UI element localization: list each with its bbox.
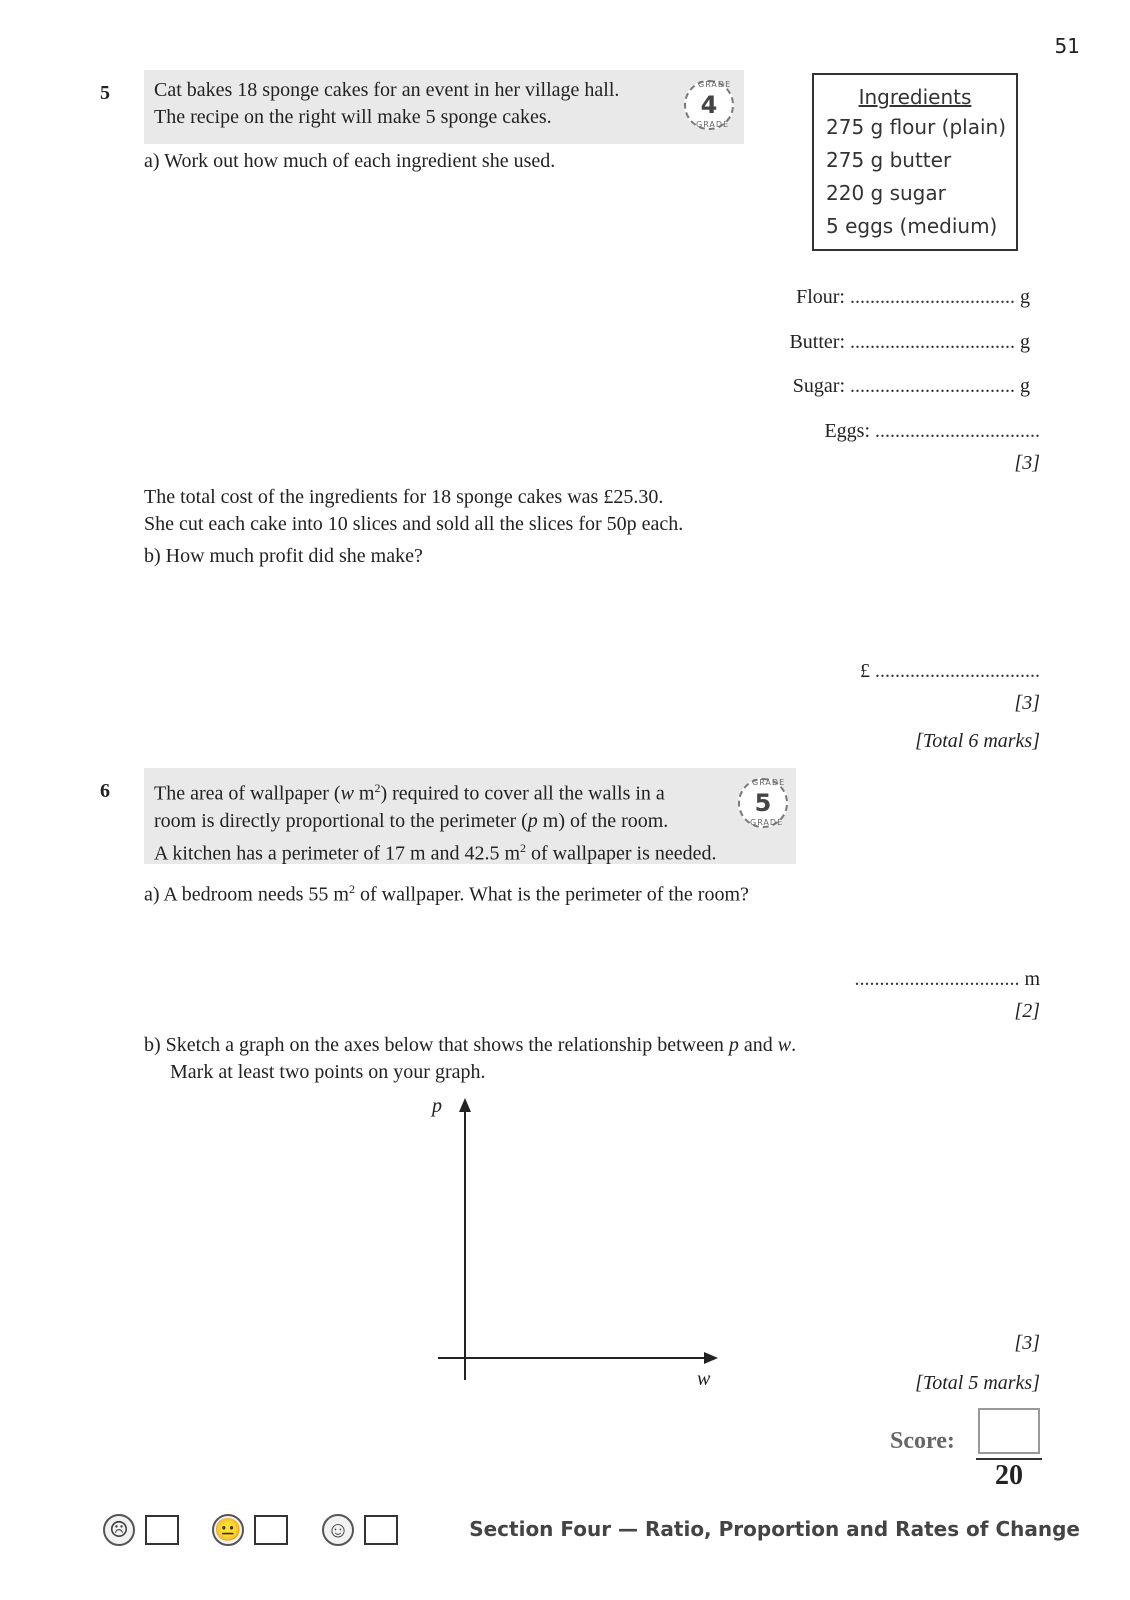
sad-face-icon: ☹ (103, 1514, 135, 1546)
ingredient-item: 220 g sugar (826, 181, 946, 205)
answer-dots: ................................. (850, 331, 1015, 353)
sugar-answer-line (700, 373, 1030, 400)
answer-dots: ................................. (850, 375, 1015, 397)
axis-label-w: w (697, 1368, 711, 1390)
q5-part-b: b) How much profit did she make? (144, 545, 423, 567)
ingredient-item: 275 g butter (826, 148, 952, 172)
grade-number: 4 (700, 91, 718, 119)
q6-part-b-line2: Mark at least two points on your graph. (170, 1061, 486, 1083)
unit-g: g (1020, 286, 1030, 308)
eggs-answer-line (700, 418, 1040, 445)
p-axis-arrow (459, 1098, 471, 1112)
answer-dots: ................................. (875, 420, 1040, 442)
w-axis-arrow (704, 1352, 718, 1364)
q5b-marks: [3] (1014, 692, 1040, 714)
sugar-label: Sugar: (792, 375, 845, 397)
axis-label-p: p (432, 1095, 442, 1117)
grade-number: 5 (754, 789, 772, 817)
q5-total-marks: [Total 6 marks] (915, 730, 1040, 752)
q6-total-marks: [Total 5 marks] (915, 1372, 1040, 1394)
q6-intro-line2: room is directly proportional to the perimeter (p m) of the room. (154, 809, 669, 832)
q5b-text-line2: She cut each cake into 10 slices and sold all the slices for 50p each. (144, 513, 684, 535)
grade-5-badge: GRADE 5 GRADE (738, 778, 788, 828)
q6-intro-box (144, 768, 796, 864)
q5-intro-line2: The recipe on the right will make 5 sponge cakes. (154, 106, 552, 128)
happy-face-icon: ☺ (322, 1514, 354, 1546)
unit-g: g (1020, 331, 1030, 353)
ingredient-item: 5 eggs (medium) (826, 214, 998, 238)
axes-graph (420, 1090, 740, 1400)
question-number-5: 5 (100, 82, 110, 104)
score-label: Score: (890, 1428, 955, 1454)
sad-checkbox[interactable] (145, 1515, 179, 1545)
neutral-face-icon: 😐 (212, 1514, 244, 1546)
score-box[interactable] (978, 1408, 1040, 1454)
q5-intro-box (144, 70, 744, 144)
eggs-label: Eggs: (824, 420, 870, 442)
answer-dots: ................................. (854, 968, 1020, 990)
butter-answer-line (700, 329, 1030, 356)
perimeter-answer-line (780, 966, 1040, 993)
q6-part-b: b) Sketch a graph on the axes below that shows the relationship between p and w. (144, 1034, 797, 1056)
answer-dots: ................................. (850, 286, 1015, 308)
q5-part-a: a) Work out how much of each ingredient she used. (144, 150, 556, 172)
grade-4-badge: GRADE 4 GRADE (684, 80, 734, 130)
question-number-6: 6 (100, 780, 110, 802)
section-footer: Section Four — Ratio, Proportion and Rates of Change (469, 1517, 1080, 1541)
answer-dots: ................................. (875, 660, 1040, 682)
unit-g: g (1020, 375, 1030, 397)
q5-intro-line1: Cat bakes 18 sponge cakes for an event in her village hall. (154, 79, 620, 101)
q5b-text-line1: The total cost of the ingredients for 18 sponge cakes was £25.30. (144, 486, 664, 508)
flour-answer-line (700, 284, 1030, 311)
q5a-marks: [3] (1014, 452, 1040, 474)
q6-intro-line1: The area of wallpaper (w $m^2$) required to cover all the walls in a (154, 781, 665, 805)
butter-label: Butter: (789, 331, 845, 353)
ingredient-item: 275 g flour (plain) (826, 115, 1007, 139)
score-out-of: 20 (995, 1460, 1023, 1491)
pound-sign: £ (860, 660, 870, 682)
happy-checkbox[interactable] (364, 1515, 398, 1545)
profit-answer-line (800, 658, 1040, 685)
q6a-marks: [2] (1014, 1000, 1040, 1022)
q6-intro-line3: A kitchen has a perimeter of 17 m and 42.5 $m^2$ of wallpaper is needed. (154, 840, 717, 865)
neutral-checkbox[interactable] (254, 1515, 288, 1545)
unit-m: m (1024, 968, 1040, 990)
flour-label: Flour: (796, 286, 845, 308)
q6-part-a: a) A bedroom needs 55 $m^2$ of wallpaper. What is the perimeter of the room? (144, 882, 749, 906)
ingredients-title: Ingredients (858, 85, 972, 109)
q6b-marks: [3] (1014, 1332, 1040, 1354)
page-number: 51 (1054, 34, 1080, 58)
ingredients-box (812, 73, 1018, 251)
